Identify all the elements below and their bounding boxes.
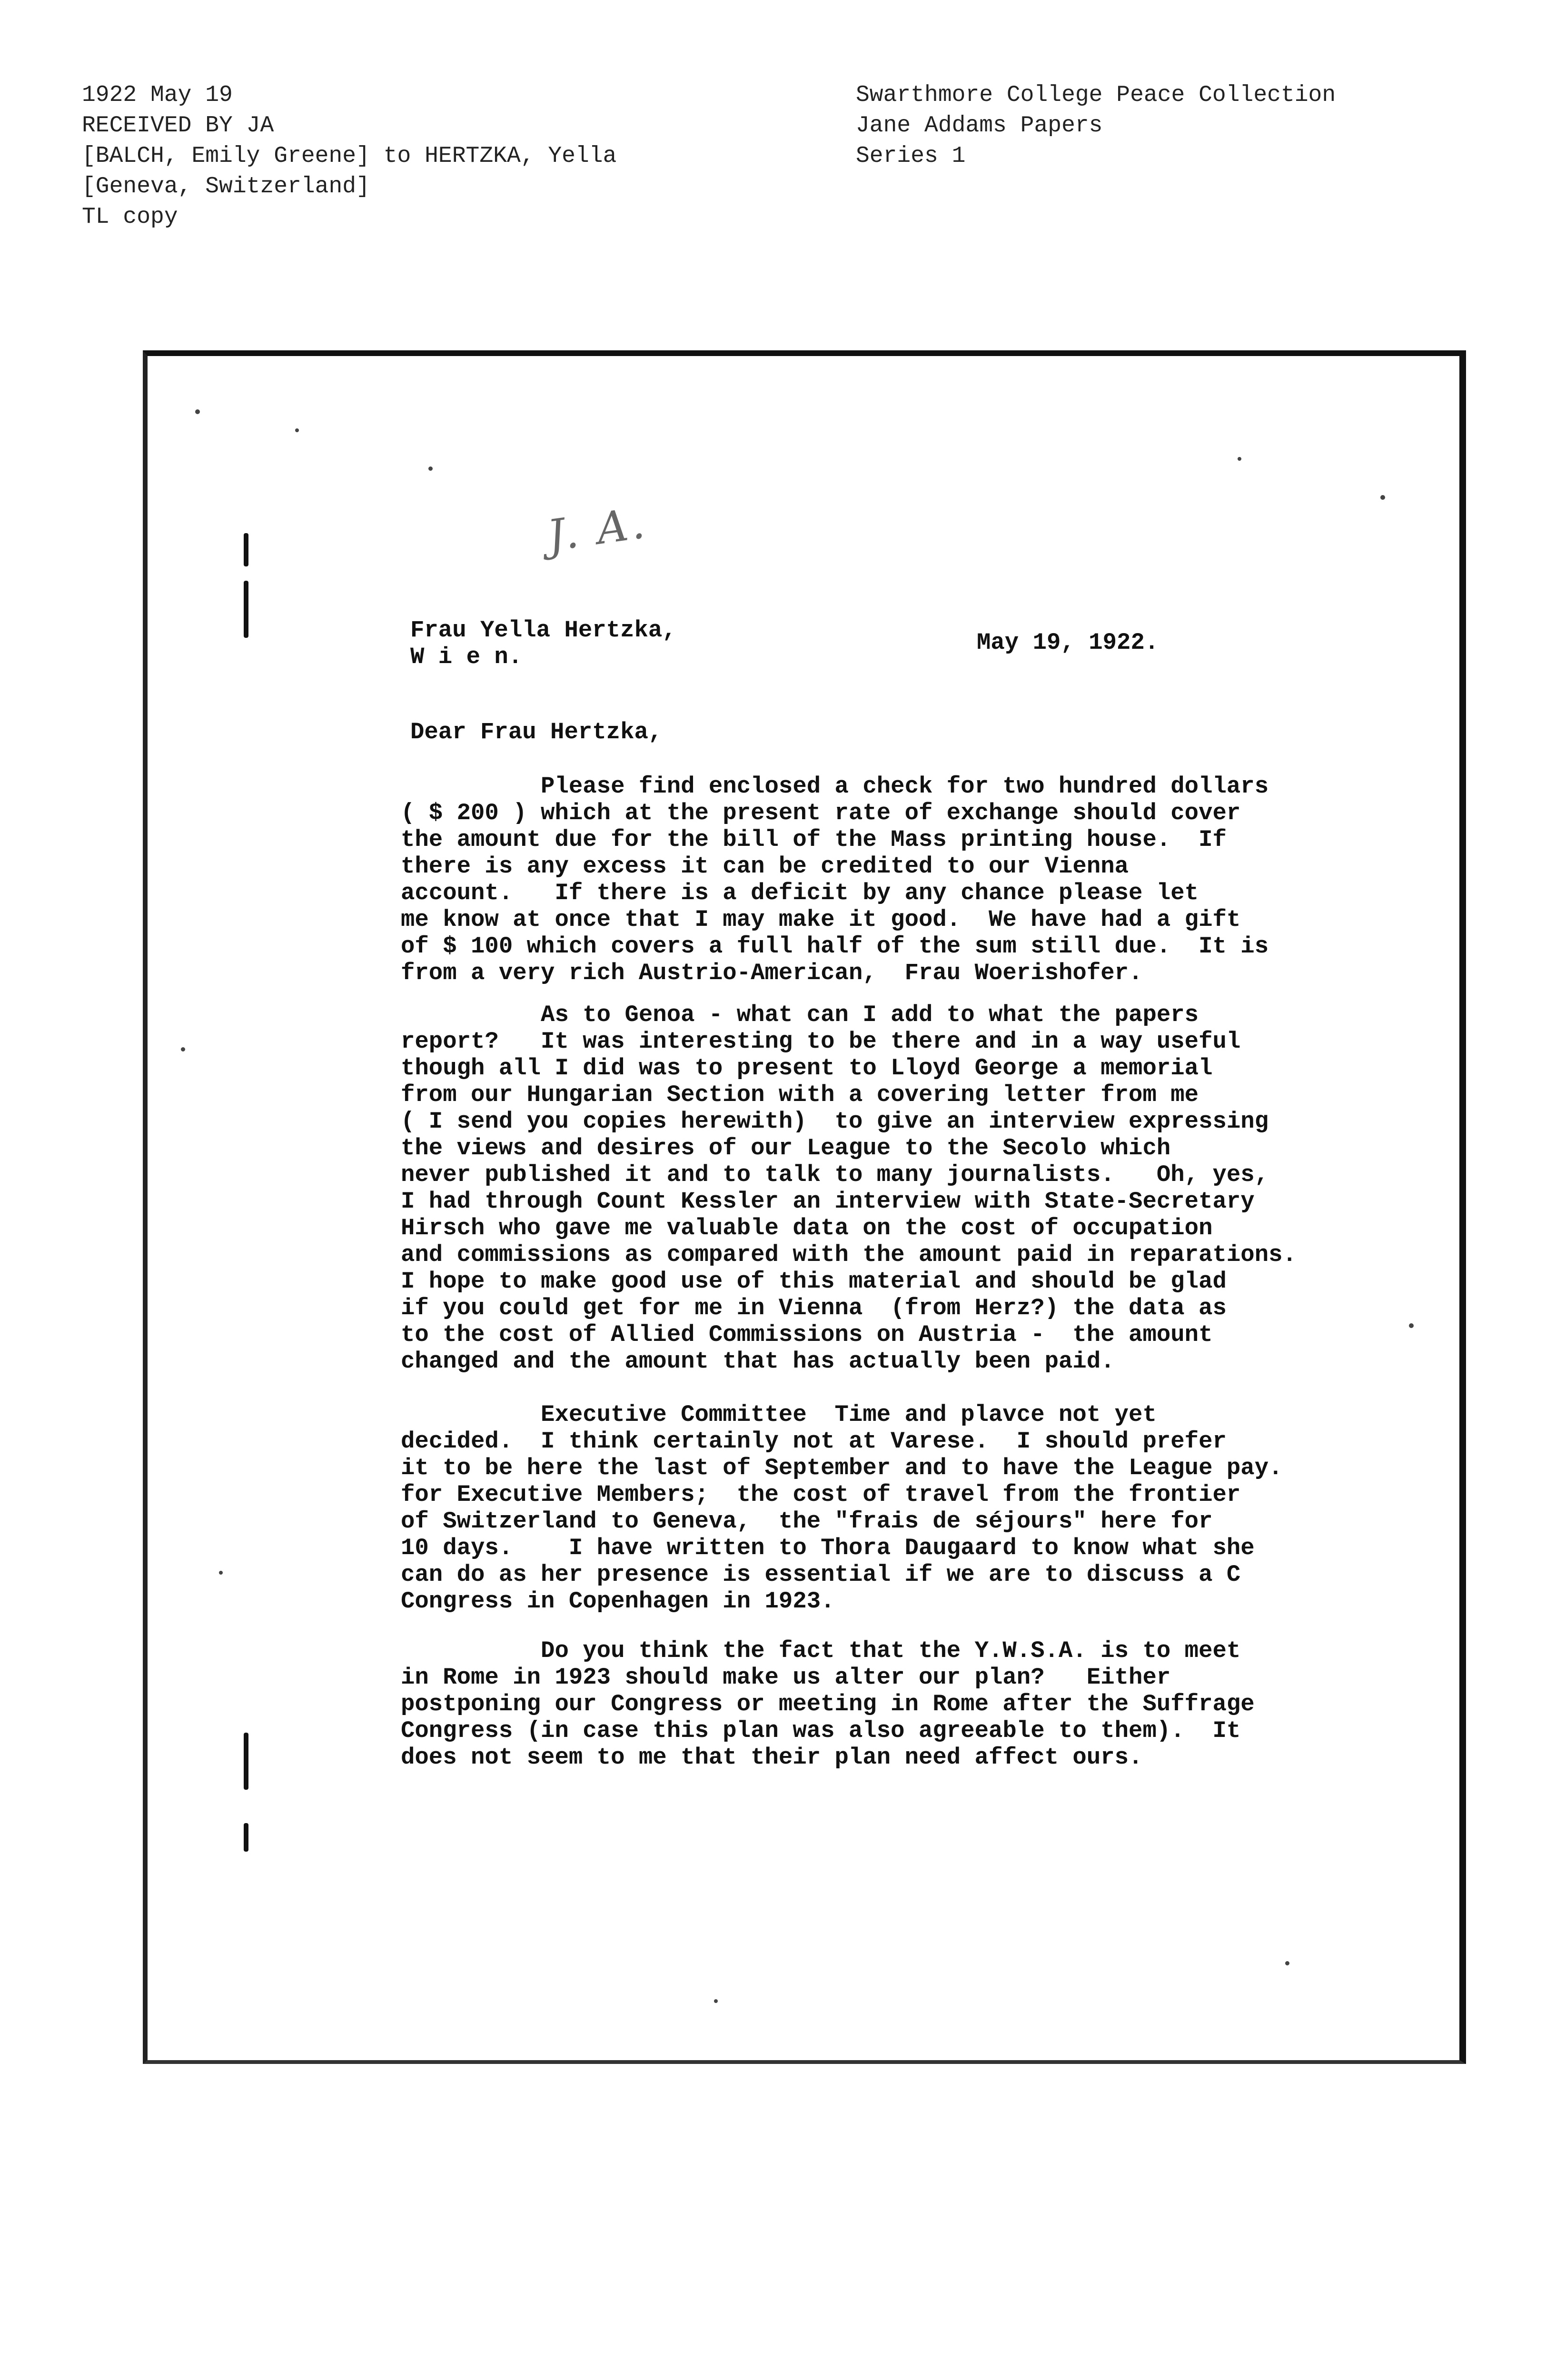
- text-line: ( $ 200 ) which at the present rate of exchange should cover: [401, 800, 1241, 826]
- text-line: can do as her presence is essential if we are to discuss a C: [401, 1561, 1241, 1588]
- text-line: there is any excess it can be credited to our Vienna: [401, 853, 1129, 880]
- text-line: Please find enclosed a check for two hundred dollars: [401, 773, 1269, 800]
- text-line: from our Hungarian Section with a covering letter from me: [401, 1081, 1199, 1108]
- scan-speckle: [219, 1571, 223, 1575]
- binder-mark-upper: [244, 581, 248, 638]
- text-line: Executive Committee Time and plavce not yet: [401, 1401, 1157, 1428]
- text-line: As to Genoa - what can I add to what the papers: [401, 1002, 1199, 1028]
- scan-speckle: [181, 1047, 185, 1051]
- citation-received: RECEIVED BY JA: [82, 113, 274, 139]
- recipient-name: Frau Yella Hertzka,: [410, 617, 676, 644]
- text-line: the views and desires of our League to the Secolo which: [401, 1135, 1171, 1161]
- collection-series: Series 1: [856, 143, 966, 169]
- paragraph-genoa: [401, 1002, 1353, 1375]
- text-line: decided. I think certainly not at Varese. I should prefer: [401, 1428, 1227, 1455]
- binder-mark-top: [244, 533, 248, 566]
- text-line: if you could get for me in Vienna (from Herz?) the data as: [401, 1295, 1227, 1321]
- scan-speckle: [195, 409, 200, 414]
- scan-speckle: [1380, 495, 1385, 500]
- recipient-city: W i e n.: [410, 644, 523, 670]
- scan-speckle: [1409, 1323, 1414, 1328]
- text-line: me know at once that I may make it good. We have had a gift: [401, 906, 1241, 933]
- binder-mark-middle: [244, 1733, 248, 1790]
- text-line: report? It was interesting to be there and in a way useful: [401, 1028, 1241, 1055]
- scan-speckle: [295, 428, 299, 432]
- text-line: postponing our Congress or meeting in Rome after the Suffrage: [401, 1691, 1255, 1717]
- text-line: ( I send you copies herewith) to give an interview expressing: [401, 1108, 1269, 1135]
- handwritten-initials: J. A.: [544, 497, 651, 562]
- text-line: for Executive Members; the cost of travel from the frontier: [401, 1481, 1241, 1508]
- text-line: Do you think the fact that the Y.W.S.A. is to meet: [401, 1637, 1241, 1664]
- collection-papers: Jane Addams Papers: [856, 113, 1103, 139]
- scan-speckle: [1285, 1961, 1289, 1965]
- scan-speckle: [428, 466, 433, 471]
- text-line: I had through Count Kessler an interview with State-Secretary: [401, 1188, 1255, 1215]
- text-line: of $ 100 which covers a full half of the sum still due. It is: [401, 933, 1269, 960]
- paragraph-check: [401, 773, 1353, 986]
- citation-document-type: TL copy: [82, 204, 178, 230]
- archive-collection: [856, 80, 1336, 171]
- scan-speckle: [1238, 457, 1241, 461]
- text-line: account. If there is a deficit by any chance please let: [401, 880, 1199, 906]
- text-line: the amount due for the bill of the Mass printing house. If: [401, 826, 1227, 853]
- text-line: Hirsch who gave me valuable data on the cost of occupation: [401, 1215, 1213, 1241]
- text-line: never published it and to talk to many journalists. Oh, yes,: [401, 1161, 1269, 1188]
- archive-citation: [82, 80, 616, 232]
- text-line: from a very rich Austrio-American, Frau Woerishofer.: [401, 960, 1143, 986]
- text-line: I hope to make good use of this material and should be glad: [401, 1268, 1227, 1295]
- text-line: changed and the amount that has actually been paid.: [401, 1348, 1115, 1375]
- text-line: Congress in Copenhagen in 1923.: [401, 1588, 835, 1615]
- letter-date: May 19, 1922.: [977, 629, 1159, 656]
- binder-mark-lower: [244, 1823, 248, 1852]
- citation-place: [Geneva, Switzerland]: [82, 174, 370, 199]
- paragraph-executive-committee: [401, 1401, 1353, 1615]
- scan-speckle: [714, 1999, 718, 2003]
- paragraph-congress: [401, 1637, 1353, 1771]
- text-line: and commissions as compared with the amount paid in reparations.: [401, 1241, 1297, 1268]
- text-line: of Switzerland to Geneva, the "frais de séjours" here for: [401, 1508, 1213, 1535]
- letter-salutation: Dear Frau Hertzka,: [410, 719, 663, 745]
- text-line: it to be here the last of September and to have the League pay.: [401, 1455, 1283, 1481]
- text-line: to the cost of Allied Commissions on Austria - the amount: [401, 1321, 1213, 1348]
- letter-recipient: [410, 617, 676, 670]
- text-line: Congress (in case this plan was also agreeable to them). It: [401, 1717, 1241, 1744]
- text-line: in Rome in 1923 should make us alter our plan? Either: [401, 1664, 1171, 1691]
- citation-date: 1922 May 19: [82, 82, 233, 108]
- text-line: though all I did was to present to Lloyd George a memorial: [401, 1055, 1213, 1081]
- text-line: 10 days. I have written to Thora Daugaard to know what she: [401, 1535, 1255, 1561]
- citation-correspondents: [BALCH, Emily Greene] to HERTZKA, Yella: [82, 143, 617, 169]
- collection-name: Swarthmore College Peace Collection: [856, 82, 1336, 108]
- text-line: does not seem to me that their plan need affect ours.: [401, 1744, 1143, 1771]
